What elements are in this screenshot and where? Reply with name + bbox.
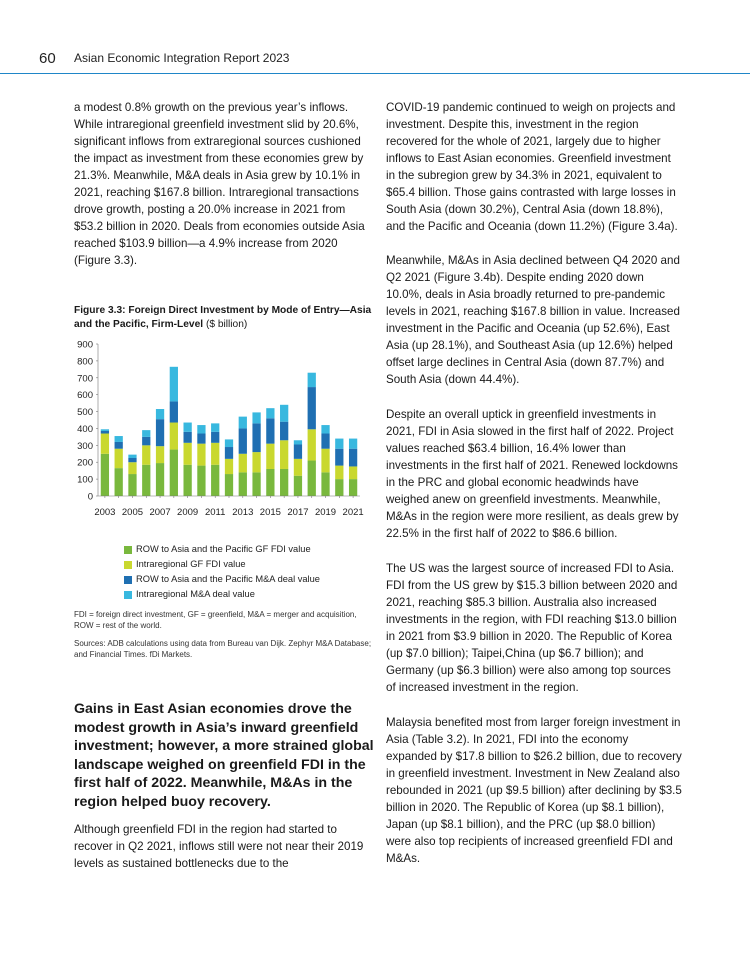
chart-bars	[101, 367, 357, 496]
bar-segment	[225, 439, 233, 447]
bar-segment	[197, 434, 205, 444]
x-tick-label: 2015	[259, 507, 281, 518]
bar-segment	[280, 405, 288, 422]
callout-heading: Gains in East Asian economies drove the modest growth in Asia’s inward greenfield investment; however, a more strained global landscape weighed on greenfield FDI in the first half of 2022. Meanwhile, M&As in the region helped buoy recovery.	[74, 701, 374, 810]
legend-label: ROW to Asia and the Pacific GF FDI value	[136, 544, 311, 554]
legend-swatch	[124, 546, 132, 554]
bar-segment	[101, 454, 109, 496]
bar-segment	[156, 463, 164, 496]
bar-segment	[211, 432, 219, 443]
bar-segment	[335, 449, 343, 466]
bar-segment	[308, 429, 316, 460]
y-axis	[77, 340, 98, 503]
legend-label: Intraregional GF FDI value	[136, 559, 246, 569]
bar-segment	[266, 408, 274, 418]
body-paragraph: COVID-19 pandemic continued to weigh on projects and investment. Despite this, investment in the region recovered for the whole of 2021, largely due to higher inflows to East Asian economies. Greenfield investment in the subregion grew by 34.3% in 2021, equivalent to $65.4 billion. Those gains contrasted with large losses in South Asia (down 30.2%), Central Asia (down 18.8%), and the Pacific and Oceania (down 11.2%) (Figure 3.4a).	[386, 101, 678, 233]
y-tick-label: 500	[77, 407, 93, 419]
chart-legend	[124, 542, 320, 602]
y-tick-label: 200	[77, 457, 93, 469]
bar-segment	[280, 469, 288, 496]
bar-segment	[294, 476, 302, 496]
bar-segment	[294, 459, 302, 476]
bar-segment	[335, 466, 343, 480]
bar-segment	[266, 469, 274, 496]
bar-segment	[115, 436, 123, 442]
header-rule	[0, 73, 750, 74]
bar-segment	[349, 479, 357, 496]
bar-segment	[101, 431, 109, 434]
bar-segment	[321, 449, 329, 473]
bar-segment	[335, 479, 343, 496]
legend-item	[124, 587, 320, 602]
bar-segment	[321, 472, 329, 496]
x-tick-label: 2007	[149, 507, 171, 518]
figure-title-text: Figure 3.3: Foreign Direct Investment by Mode of Entry—Asia and the Pacific, Firm-Level	[74, 305, 372, 330]
x-axis	[94, 496, 363, 518]
bar-segment	[142, 437, 150, 445]
bar-segment	[266, 418, 274, 443]
y-tick-label: 0	[87, 491, 93, 503]
right-paragraph-1	[386, 99, 682, 235]
bar-segment	[252, 452, 260, 472]
bar-segment	[239, 417, 247, 429]
bar-segment	[142, 445, 150, 464]
bar-segment	[142, 430, 150, 437]
bar-segment	[183, 443, 191, 465]
y-tick-label: 300	[77, 440, 93, 452]
x-tick-label: 2013	[232, 507, 254, 518]
bar-segment	[349, 466, 357, 479]
bar-segment	[101, 434, 109, 454]
x-tick-label: 2017	[287, 507, 309, 518]
body-paragraph: Meanwhile, M&As in Asia declined between Q4 2020 and Q2 2021 (Figure 3.4b). Despite ending 2020 down 10.0%, deals in Asia broadly returned to pre-pandemic levels in 2021, reaching $167.8 billion in value. Increased investment in the Pacific and Oceania (up 52.6%), East Asia (up 28.1%), and Southeast Asia (up 12.6%) helped offset large declines in Central Asia (down 87.7%) and South Asia (down 44.4%).	[386, 254, 680, 386]
bar-segment	[308, 461, 316, 496]
right-paragraph-2	[386, 252, 682, 388]
body-paragraph: Malaysia benefited most from larger foreign investment in Asia (Table 3.2). In 2021, FDI into the economy expanded by $17.8 billion to $26.2 billion, due to recovery in greenfield investment. Investment in New Zealand also rebounded in 2021 (up $9.5 billion) after declining by $3.5 billion in 2020. The Republic of Korea (up $8.1 billion), Japan (up $8.1 billion), and the PRC (up $8.0 billion) were also top recipients of increased greenfield FDI and M&As.	[386, 716, 682, 865]
y-tick-label: 600	[77, 390, 93, 402]
bar-segment	[225, 459, 233, 474]
bar-segment	[115, 442, 123, 449]
bar-segment	[170, 367, 178, 402]
page-number: 60	[39, 50, 56, 67]
bar-segment	[183, 432, 191, 443]
legend-item	[124, 542, 320, 557]
x-tick-label: 2009	[177, 507, 199, 518]
bar-segment	[183, 465, 191, 496]
bar-segment	[239, 428, 247, 453]
figure-title	[74, 304, 374, 332]
x-tick-label: 2019	[314, 507, 337, 518]
y-tick-label: 400	[77, 423, 93, 435]
x-tick-label: 2021	[342, 507, 364, 518]
stacked-bar-chart	[60, 335, 370, 525]
bar-segment	[239, 472, 247, 496]
bar-segment	[115, 468, 123, 496]
body-paragraph: Despite an overall uptick in greenfield investments in 2021, FDI in Asia slowed in the first half of 2022. Project values reached $63.4 billion, 16.4% lower than investments in the first half of 2021. Renewed lockdowns in the PRC and global economic headwinds have weighed anew on greenfield investments. Meanwhile, M&As in the region were more resilient, as deals grew by 22.5% in the first half of 2022 to $86.6 billion.	[386, 408, 679, 540]
legend-item	[124, 572, 320, 587]
bar-segment	[321, 434, 329, 449]
legend-swatch	[124, 591, 132, 599]
bar-segment	[211, 423, 219, 431]
x-tick-label: 2011	[204, 507, 226, 518]
bar-segment	[349, 449, 357, 467]
y-tick-label: 700	[77, 373, 93, 385]
bar-segment	[128, 455, 136, 458]
legend-item	[124, 557, 320, 572]
figure-unit: ($ billion)	[205, 319, 248, 330]
bar-segment	[170, 450, 178, 496]
y-tick-label: 900	[77, 339, 93, 351]
bar-segment	[211, 465, 219, 496]
figure-note: FDI = foreign direct investment, GF = greenfield, M&A = merger and acquisition, ROW = rest of the world.	[74, 610, 357, 630]
bar-segment	[252, 472, 260, 496]
legend-label: ROW to Asia and the Pacific M&A deal value	[136, 574, 320, 584]
right-paragraph-4	[386, 560, 682, 696]
page-header	[0, 0, 750, 75]
bar-segment	[128, 474, 136, 496]
bar-segment	[308, 387, 316, 429]
bar-segment	[101, 429, 109, 431]
bar-segment	[197, 425, 205, 433]
bar-segment	[156, 446, 164, 463]
bar-segment	[335, 439, 343, 449]
left-paragraph-2	[74, 821, 374, 872]
bar-segment	[211, 443, 219, 465]
bar-segment	[321, 425, 329, 433]
right-paragraph-5	[386, 714, 682, 867]
bar-segment	[225, 447, 233, 459]
legend-swatch	[124, 576, 132, 584]
right-paragraph-3	[386, 406, 682, 542]
bar-segment	[280, 422, 288, 441]
bar-segment	[308, 373, 316, 387]
report-title: Asian Economic Integration Report 2023	[74, 51, 290, 65]
y-tick-label: 800	[77, 356, 93, 368]
bar-segment	[115, 449, 123, 468]
body-paragraph: The US was the largest source of increased FDI to Asia. FDI from the US grew by $15.3 billion between 2020 and 2021, reaching $85.3 billion. Australia also increased investments in the region, with FDI reaching $13.0 billion in 2021 from $3.9 billion in 2020. The Republic of Korea (up $7.0 billion); Taipei,China (up $6.7 billion); and Germany (up $6.3 billion) were also among top sources of increased investment in the region.	[386, 562, 678, 694]
legend-label: Intraregional M&A deal value	[136, 589, 255, 599]
bar-segment	[128, 458, 136, 462]
bar-segment	[128, 462, 136, 474]
bar-segment	[294, 440, 302, 444]
x-tick-label: 2003	[94, 507, 116, 518]
legend-swatch	[124, 561, 132, 569]
bar-segment	[225, 474, 233, 496]
bar-segment	[252, 412, 260, 423]
bar-segment	[170, 401, 178, 422]
bar-segment	[170, 423, 178, 450]
bar-segment	[156, 409, 164, 419]
bar-segment	[252, 423, 260, 452]
bar-segment	[183, 423, 191, 432]
bar-segment	[280, 440, 288, 469]
bar-segment	[142, 465, 150, 496]
bar-segment	[239, 454, 247, 473]
bar-segment	[294, 444, 302, 458]
bar-segment	[266, 444, 274, 469]
figure-sources: Sources: ADB calculations using data from Bureau van Dijk. Zephyr M&A Database; and Financial Times. fDi Markets.	[74, 639, 372, 659]
body-paragraph: a modest 0.8% growth on the previous year’s inflows. While intraregional greenfield investment slid by 20.6%, significant inflows from extraregional sources cushioned the impact as investment from these economies grew by 21.3%. Meanwhile, M&A deals in Asia grew by 10.1% in 2021, reaching $167.8 billion. Intraregional transactions drove growth, posting a 20.0% increase in 2021 from $53.2 billion in 2020. Deals from economies outside Asia reached $103.9 billion—a 4.9% increase from 2020 (Figure 3.3).	[74, 101, 365, 267]
body-paragraph: Although greenfield FDI in the region had started to recover in Q2 2021, inflows still were not near their 2019 levels as sustained bottlenecks due to the	[74, 823, 364, 870]
y-tick-label: 100	[77, 474, 93, 486]
bar-segment	[349, 439, 357, 449]
x-tick-label: 2005	[121, 507, 144, 518]
left-paragraph-1	[74, 99, 374, 269]
bar-segment	[156, 419, 164, 446]
bar-segment	[197, 444, 205, 466]
bar-segment	[197, 466, 205, 496]
